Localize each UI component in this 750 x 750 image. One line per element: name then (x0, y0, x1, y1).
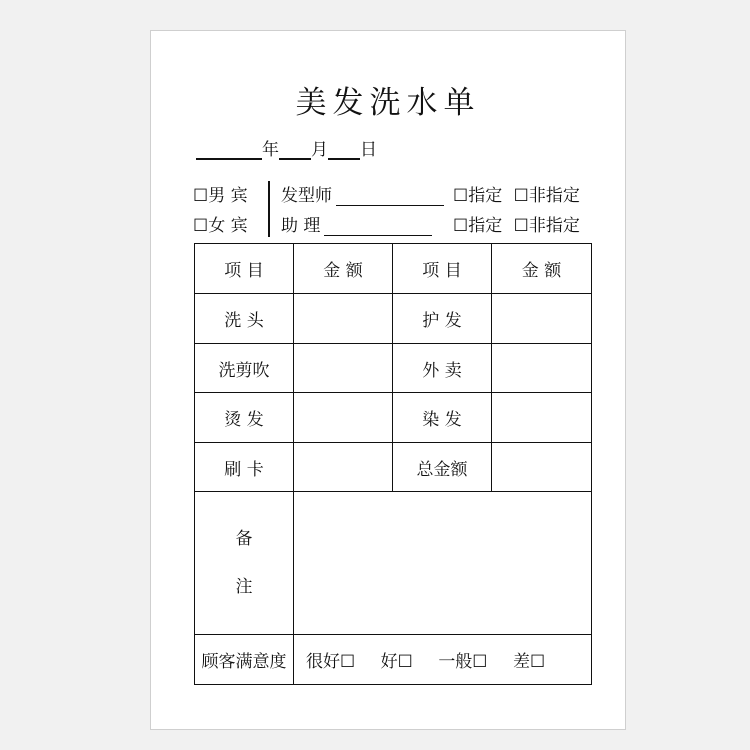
wash-slip-sheet (150, 30, 626, 730)
table-header-row (195, 244, 592, 294)
amount-cell[interactable] (492, 294, 592, 344)
header-amount-2: 金 额 (492, 244, 592, 294)
item-cell: 总金额 (393, 443, 492, 492)
assistant-blank[interactable] (324, 215, 432, 236)
table-row (195, 443, 592, 492)
assistant-label: 助 理 (281, 216, 321, 236)
page-title: 美发洗水单 (295, 85, 481, 121)
stylist-designated-checkbox[interactable]: ☐指定 (453, 186, 503, 206)
stylist-not-designated-checkbox[interactable]: ☐非指定 (513, 186, 580, 206)
month-blank[interactable] (279, 138, 311, 160)
item-cell: 洗剪吹 (195, 344, 294, 393)
good-checkbox[interactable]: 好☐ (380, 652, 413, 672)
amount-cell[interactable] (492, 393, 592, 443)
divider (268, 181, 270, 237)
amount-cell[interactable] (492, 344, 592, 393)
stylist-options (453, 181, 580, 206)
stylist-blank[interactable] (336, 185, 444, 206)
date-row (196, 135, 377, 160)
header-item-1: 项 目 (195, 244, 294, 294)
assistant-options (453, 211, 580, 236)
amount-cell[interactable] (294, 344, 393, 393)
amount-cell[interactable] (294, 443, 393, 492)
amount-cell[interactable] (492, 443, 592, 492)
item-cell: 烫 发 (195, 393, 294, 443)
assistant-designated-checkbox[interactable]: ☐指定 (453, 216, 503, 236)
item-cell: 护 发 (393, 294, 492, 344)
table-row (195, 294, 592, 344)
stylist-row (281, 181, 444, 206)
amount-cell[interactable] (294, 294, 393, 344)
stylist-label: 发型师 (281, 186, 332, 206)
month-label: 月 (311, 140, 328, 160)
assistant-row (281, 211, 432, 236)
item-cell: 洗 头 (195, 294, 294, 344)
assistant-not-designated-checkbox[interactable]: ☐非指定 (513, 216, 580, 236)
remark-area[interactable] (294, 492, 592, 635)
remark-row (195, 492, 592, 635)
day-blank[interactable] (328, 138, 360, 160)
item-cell: 刷 卡 (195, 443, 294, 492)
male-guest-checkbox[interactable]: ☐男 宾 (193, 186, 248, 206)
satisfaction-label: 顾客满意度 (195, 635, 294, 685)
header-amount-1: 金 额 (294, 244, 393, 294)
remark-label-2: 注 (235, 577, 253, 597)
year-blank[interactable] (196, 138, 262, 160)
day-label: 日 (360, 140, 377, 160)
header-item-2: 项 目 (393, 244, 492, 294)
female-guest-checkbox[interactable]: ☐女 宾 (193, 216, 248, 236)
item-cell: 外 卖 (393, 344, 492, 393)
satisfaction-options (294, 635, 592, 685)
very-good-checkbox[interactable]: 很好☐ (306, 652, 356, 672)
satisfaction-row (195, 635, 592, 685)
remark-label-1: 备 (235, 529, 253, 549)
poor-checkbox[interactable]: 差☐ (512, 652, 546, 672)
amount-cell[interactable] (294, 393, 393, 443)
remark-label (195, 492, 294, 635)
item-cell: 染 发 (393, 393, 492, 443)
table-row (195, 344, 592, 393)
table-row (195, 393, 592, 443)
service-table (194, 243, 592, 685)
year-label: 年 (262, 140, 279, 160)
average-checkbox[interactable]: 一般☐ (438, 652, 488, 672)
